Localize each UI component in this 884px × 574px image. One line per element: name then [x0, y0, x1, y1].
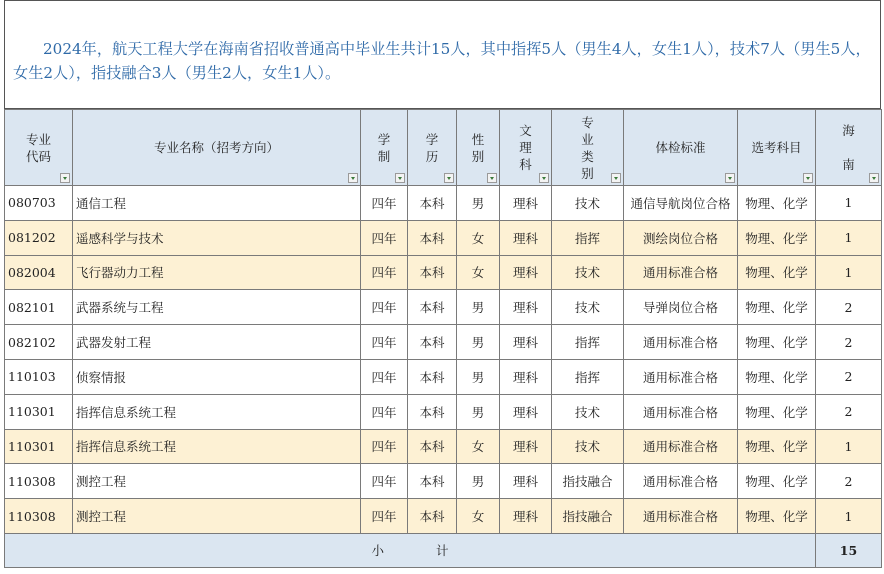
row-name: 武器发射工程 — [73, 325, 361, 360]
notice-text: 2024年，航天工程大学在海南省招收普通高中毕业生共计15人，其中指挥5人（男生4人，女生1人），技术7人（男生5人，女生2人），指技融合3人（男生2人，女生1人）。 — [13, 40, 871, 82]
row-medical: 通用标准合格 — [624, 429, 738, 464]
row-track: 理科 — [500, 394, 552, 429]
filter-dropdown-icon[interactable] — [869, 173, 879, 183]
row-track: 理科 — [500, 220, 552, 255]
row-count: 2 — [816, 290, 882, 325]
table-row — [5, 429, 882, 464]
header-province: 海 南 — [816, 110, 882, 186]
row-medical: 通用标准合格 — [624, 464, 738, 499]
table-row — [5, 325, 882, 360]
header-duration: 学 制 — [361, 110, 408, 186]
row-category: 技术 — [552, 290, 624, 325]
row-duration: 四年 — [361, 186, 408, 221]
row-code: 082101 — [5, 290, 73, 325]
row-code: 110301 — [5, 394, 73, 429]
row-count: 1 — [816, 220, 882, 255]
admission-table — [4, 109, 882, 568]
header-category: 专 业 类 别 — [552, 110, 624, 186]
row-medical: 通用标准合格 — [624, 325, 738, 360]
row-code: 110308 — [5, 499, 73, 534]
row-track: 理科 — [500, 499, 552, 534]
row-code: 082004 — [5, 255, 73, 290]
row-gender: 男 — [457, 186, 500, 221]
row-name: 测控工程 — [73, 464, 361, 499]
filter-dropdown-icon[interactable] — [487, 173, 497, 183]
row-medical: 导弹岗位合格 — [624, 290, 738, 325]
table-row — [5, 499, 882, 534]
table-row — [5, 186, 882, 221]
row-gender: 女 — [457, 499, 500, 534]
row-category: 指挥 — [552, 359, 624, 394]
notice-banner — [4, 0, 881, 109]
table-row — [5, 255, 882, 290]
row-subjects: 物理、化学 — [738, 429, 816, 464]
row-subjects: 物理、化学 — [738, 394, 816, 429]
row-gender: 女 — [457, 429, 500, 464]
row-category: 技术 — [552, 255, 624, 290]
row-name: 通信工程 — [73, 186, 361, 221]
row-subjects: 物理、化学 — [738, 255, 816, 290]
row-degree: 本科 — [408, 394, 457, 429]
row-count: 1 — [816, 255, 882, 290]
row-code: 110308 — [5, 464, 73, 499]
row-category: 指技融合 — [552, 464, 624, 499]
table-body — [5, 186, 882, 534]
row-subjects: 物理、化学 — [738, 499, 816, 534]
filter-dropdown-icon[interactable] — [803, 173, 813, 183]
row-category: 技术 — [552, 186, 624, 221]
row-duration: 四年 — [361, 499, 408, 534]
row-gender: 男 — [457, 290, 500, 325]
filter-dropdown-icon[interactable] — [611, 173, 621, 183]
row-count: 1 — [816, 429, 882, 464]
total-row — [5, 533, 882, 567]
row-name: 飞行器动力工程 — [73, 255, 361, 290]
row-track: 理科 — [500, 325, 552, 360]
row-degree: 本科 — [408, 499, 457, 534]
filter-dropdown-icon[interactable] — [444, 173, 454, 183]
row-medical: 通用标准合格 — [624, 499, 738, 534]
row-duration: 四年 — [361, 394, 408, 429]
row-degree: 本科 — [408, 429, 457, 464]
table-row — [5, 290, 882, 325]
row-duration: 四年 — [361, 255, 408, 290]
row-gender: 男 — [457, 359, 500, 394]
row-category: 技术 — [552, 429, 624, 464]
row-subjects: 物理、化学 — [738, 290, 816, 325]
row-category: 技术 — [552, 394, 624, 429]
header-subjects: 选考科目 — [738, 110, 816, 186]
filter-dropdown-icon[interactable] — [725, 173, 735, 183]
row-name: 武器系统与工程 — [73, 290, 361, 325]
table-row — [5, 220, 882, 255]
row-medical: 测绘岗位合格 — [624, 220, 738, 255]
row-duration: 四年 — [361, 359, 408, 394]
row-gender: 男 — [457, 464, 500, 499]
header-row — [5, 110, 882, 186]
admission-sheet — [4, 0, 881, 568]
row-duration: 四年 — [361, 290, 408, 325]
row-code: 082102 — [5, 325, 73, 360]
table-row — [5, 394, 882, 429]
filter-dropdown-icon[interactable] — [539, 173, 549, 183]
row-count: 2 — [816, 464, 882, 499]
row-name: 遥感科学与技术 — [73, 220, 361, 255]
row-name: 侦察情报 — [73, 359, 361, 394]
table-row — [5, 359, 882, 394]
row-subjects: 物理、化学 — [738, 325, 816, 360]
row-code: 110301 — [5, 429, 73, 464]
row-code: 081202 — [5, 220, 73, 255]
row-gender: 女 — [457, 255, 500, 290]
header-medical: 体检标准 — [624, 110, 738, 186]
row-subjects: 物理、化学 — [738, 464, 816, 499]
row-count: 1 — [816, 186, 882, 221]
row-name: 测控工程 — [73, 499, 361, 534]
row-degree: 本科 — [408, 255, 457, 290]
row-subjects: 物理、化学 — [738, 186, 816, 221]
row-subjects: 物理、化学 — [738, 359, 816, 394]
row-gender: 男 — [457, 394, 500, 429]
row-subjects: 物理、化学 — [738, 220, 816, 255]
row-medical: 通用标准合格 — [624, 255, 738, 290]
filter-dropdown-icon[interactable] — [395, 173, 405, 183]
row-duration: 四年 — [361, 464, 408, 499]
row-count: 2 — [816, 359, 882, 394]
row-degree: 本科 — [408, 220, 457, 255]
row-track: 理科 — [500, 429, 552, 464]
row-count: 2 — [816, 394, 882, 429]
total-value: 15 — [816, 533, 882, 567]
total-label: 小 计 — [5, 533, 816, 567]
row-gender: 女 — [457, 220, 500, 255]
header-degree: 学 历 — [408, 110, 457, 186]
row-duration: 四年 — [361, 325, 408, 360]
header-track: 文 理 科 — [500, 110, 552, 186]
row-medical: 通用标准合格 — [624, 394, 738, 429]
header-name: 专业名称（招考方向） — [73, 110, 361, 186]
row-count: 1 — [816, 499, 882, 534]
row-code: 110103 — [5, 359, 73, 394]
header-gender: 性 别 — [457, 110, 500, 186]
row-track: 理科 — [500, 255, 552, 290]
row-degree: 本科 — [408, 290, 457, 325]
row-name: 指挥信息系统工程 — [73, 429, 361, 464]
row-duration: 四年 — [361, 429, 408, 464]
row-track: 理科 — [500, 464, 552, 499]
row-medical: 通用标准合格 — [624, 359, 738, 394]
row-track: 理科 — [500, 186, 552, 221]
header-code: 专业 代码 — [5, 110, 73, 186]
filter-dropdown-icon[interactable] — [60, 173, 70, 183]
table-row — [5, 464, 882, 499]
row-degree: 本科 — [408, 325, 457, 360]
row-gender: 男 — [457, 325, 500, 360]
row-track: 理科 — [500, 359, 552, 394]
row-count: 2 — [816, 325, 882, 360]
row-duration: 四年 — [361, 220, 408, 255]
row-code: 080703 — [5, 186, 73, 221]
row-name: 指挥信息系统工程 — [73, 394, 361, 429]
row-category: 指技融合 — [552, 499, 624, 534]
filter-dropdown-icon[interactable] — [348, 173, 358, 183]
row-track: 理科 — [500, 290, 552, 325]
row-degree: 本科 — [408, 359, 457, 394]
row-category: 指挥 — [552, 325, 624, 360]
row-category: 指挥 — [552, 220, 624, 255]
row-medical: 通信导航岗位合格 — [624, 186, 738, 221]
row-degree: 本科 — [408, 464, 457, 499]
row-degree: 本科 — [408, 186, 457, 221]
